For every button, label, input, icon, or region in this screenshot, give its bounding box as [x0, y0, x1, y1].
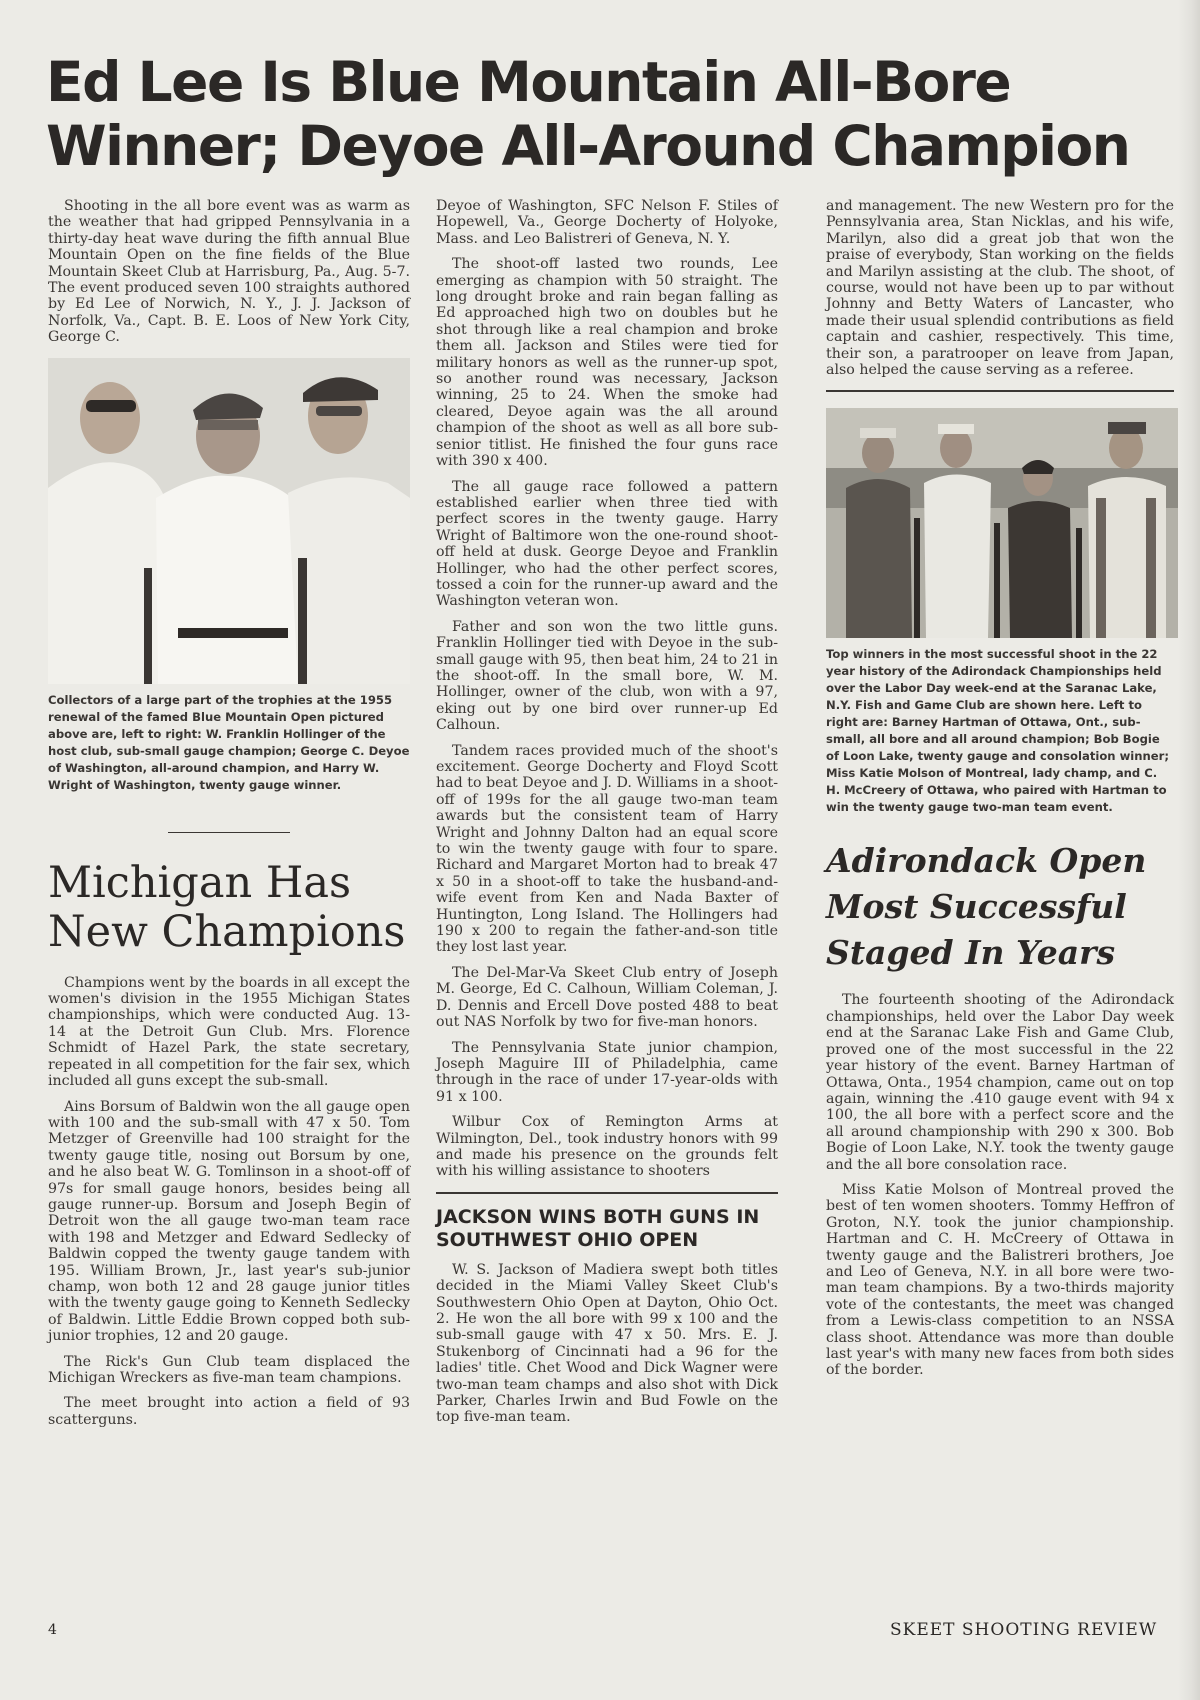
column-left — [48, 198, 410, 1437]
adirondack-winners-photo — [826, 408, 1184, 638]
magazine-title: SKEET SHOOTING REVIEW — [890, 1620, 1158, 1640]
article-paragraph: The Rick's Gun Club team displaced the Michigan Wreckers as five-man team champions. — [48, 1353, 410, 1386]
article-paragraph: The shoot-off lasted two rounds, Lee emerging as champion with 50 straight. The long drought broke and rain began falling as Ed approached high two on doubles but he shot through like a real champion and broke them all. Jackson and Stiles were tied for military honors as well as the runner-up spot, so another round was necessary, Jackson winning, 25 to 24. When the smoke had cleared, Deyoe again was the all around champion of the shoot as well as all bore sub-senior titlist. He finished the four guns race with 390 x 400. — [436, 256, 778, 470]
article-paragraph: The Del-Mar-Va Skeet Club entry of Joseph M. George, Ed C. Calhoun, William Coleman, J. D. Dennis and Ercell Dove posted 488 to beat out NAS Norfolk by two for five-man honors. — [436, 964, 778, 1031]
article-paragraph: Ains Borsum of Baldwin won the all gauge open with 100 and the sub-small with 47 x 50. Tom Metzger of Greenville had 100 straight for the twenty gauge title, nosing out Borsum by one, and he also beat W. G. Tomlinson in a shoot-off of 97s for small gauge honors, besides being all gauge runner-up. Borsum and Joseph Begin of Detroit won the all gauge two-man team race with 198 and Metzger and Edward Sedlecky of Baldwin copped the twenty gauge tandem with 195. William Brown, Jr., last year's sub-junior champ, won both 12 and 28 gauge junior titles with the twenty gauge going to Kenneth Sedlecky of Baldwin. Little Eddie Brown copped both sub-junior trophies, 12 and 20 gauge. — [48, 1098, 410, 1345]
article-paragraph: Shooting in the all bore event was as warm as the weather that had gripped Pennsylvania in a thirty-day heat wave during the fifth annual Blue Mountain Open on the fine fields of the Blue Mountain Skeet Club at Harrisburg, Pa., Aug. 5-7. The event produced seven 100 straights authored by Ed Lee of Norwich, N. Y., J. J. Jackson of Norfolk, Va., Capt. B. E. Loos of New York City, George C. — [48, 198, 410, 346]
ohio-article — [436, 1262, 778, 1426]
blue-mountain-article-end — [826, 198, 1174, 378]
column-right — [826, 198, 1174, 1388]
adirondack-winners-illustration — [826, 408, 1184, 638]
article-paragraph: Deyoe of Washington, SFC Nelson F. Stiles of Hopewell, Va., George Docherty of Holyoke, Mass. and Leo Balistreri of Geneva, N. Y. — [436, 198, 778, 247]
article-paragraph: and management. The new Western pro for the Pennsylvania area, Stan Nicklas, and his wife, Marilyn, also did a great job that won the praise of everybody, Stan working on the fields and Marilyn assisting at the club. The shoot, of course, would not have been up to par without Johnny and Betty Waters of Lancaster, who made their usual splendid contributions as field captain and cashier, respectively. This time, their son, a paratrooper on leave from Japan, also helped the cause serving as a referee. — [826, 198, 1174, 379]
blue-mountain-article-continued — [436, 198, 778, 1180]
adirondack-title: Adirondack Open Most Successful Staged In Years — [826, 841, 1147, 973]
article-paragraph: The all gauge race followed a pattern established earlier when three tied with perfect scores in the twenty gauge. Harry Wright of Baltimore won the one-round shoot-off held at dusk. George Deyoe and Franklin Hollinger, who had the other perfect scores, tossed a coin for the runner-up award and the Washington veteran won. — [436, 478, 778, 610]
adirondack-photo-caption: Top winners in the most successful shoot in the 22 year history of the Adirondack Championships held over the Labor Day week-end at the Saranac Lake, N.Y. Fish and Game Club are shown here. Left to right are: Barney Hartman of Ottawa, Ont., sub-small, all bore and all around champion; Bob Bogie of Loon Lake, twenty gauge and consolation winner; Miss Katie Molson of Montreal, lady champ, and C. H. McCreery of Ottawa, who paired with Hartman to win the twenty gauge two-man team event. — [826, 647, 1169, 815]
article-paragraph: W. S. Jackson of Madiera swept both titles decided in the Miami Valley Skeet Club's Southwestern Ohio Open at Dayton, Ohio Oct. 2. He won the all bore with 99 x 100 and the sub-small gauge with 47 x 50. Mrs. E. J. Stukenborg of Cincinnati had a 96 for the ladies' title. Chet Wood and Dick Wagner were two-man team champs and also shot with Dick Parker, Charles Irwin and Bud Fowle on the top five-man team. — [436, 1261, 778, 1426]
page-edge-shadow — [1178, 0, 1200, 1700]
section-rule — [826, 390, 1174, 392]
article-paragraph: Father and son won the two little guns. Franklin Hollinger tied with Deyoe in the sub-small gauge with 95, then beat him, 24 to 21 in the shoot-off. In the small bore, W. M. Hollinger, owner of the club, won with a 97, eking out by one bird over runner-up Ed Calhoun. — [436, 618, 778, 734]
trophy-winners-photo — [48, 358, 410, 684]
ohio-title: JACKSON WINS BOTH GUNS IN SOUTHWEST OHIO OPEN — [436, 1205, 760, 1251]
article-paragraph: Miss Katie Molson of Montreal proved the best of ten women shooters. Tommy Heffron of Groton, N.Y. took the junior championship. Hartman and C. H. McCreery of Ottawa in twenty gauge and the Balistreri brothers, Joe and Leo of Geneva, N.Y. in all bore were two-man team champions. By a two-thirds majority vote of the contestants, the meet was changed from a Lewis-class competition to an NSSA class shoot. Attendance was more than double last year's with many new faces from both sides of the border. — [826, 1181, 1174, 1379]
page-headline: Ed Lee Is Blue Mountain All-Bore Winner; Deyoe All-Around Champion — [46, 50, 1130, 178]
michigan-article — [48, 975, 410, 1429]
article-paragraph: Wilbur Cox of Remington Arms at Wilmington, Del., took industry honors with 99 and made his presence on the grounds felt with his willing assistance to shooters — [436, 1114, 778, 1180]
section-rule — [436, 1192, 778, 1194]
trophy-photo-caption: Collectors of a large part of the trophies at the 1955 renewal of the famed Blue Mountain Open pictured above are, left to right: W. Franklin Hollinger of the host club, sub-small gauge champion; George C. Deyoe of Washington, all-around champion, and Harry W. Wright of Washington, twenty gauge winner. — [48, 692, 410, 792]
section-divider — [168, 832, 290, 833]
article-paragraph: Tandem races provided much of the shoot's excitement. George Docherty and Floyd Scott had to beat Deyoe and J. D. Williams in a shoot-off of 199s for the all gauge two-man team awards but the consistent team of Harry Wright and Johnny Dalton had an equal score to win the twenty gauge with four to spare. Richard and Margaret Morton had to break 47 x 50 in a shoot-off to take the husband-and-wife event from Ken and Nada Baxter of Huntington, Long Island. The Hollingers had 190 x 200 to regain the father-and-son title they lost last year. — [436, 742, 778, 956]
michigan-title: Michigan Has New Champions — [48, 857, 406, 957]
column-middle — [436, 198, 778, 1435]
trophy-winners-illustration — [48, 358, 410, 684]
article-paragraph: The fourteenth shooting of the Adirondack championships, held over the Labor Day week end at the Saranac Lake Fish and Game Club, proved one of the most successful in the 22 year history of the event. Barney Hartman of Ottawa, Onta., 1954 champion, came out on top again, winning the .410 gauge event with 94 x 100, the all bore with a perfect score and the all around championship with 290 x 300. Bob Bogie of Loon Lake, N.Y. took the twenty gauge and the all bore consolation race. — [826, 992, 1174, 1173]
blue-mountain-article-start — [48, 198, 410, 346]
article-paragraph: The meet brought into action a field of 93 scatterguns. — [48, 1395, 410, 1428]
page-number: 4 — [48, 1622, 57, 1638]
adirondack-article — [826, 992, 1174, 1378]
article-paragraph: Champions went by the boards in all except the women's division in the 1955 Michigan States championships, which were conducted Aug. 13-14 at the Detroit Gun Club. Mrs. Florence Schmidt of Hazel Park, the state secretary, repeated in all competition for the fair sex, which included all guns except the sub-small. — [48, 974, 410, 1090]
article-paragraph: The Pennsylvania State junior champion, Joseph Maguire III of Philadelphia, came through in the race of under 17-year-olds with 91 x 100. — [436, 1039, 778, 1105]
